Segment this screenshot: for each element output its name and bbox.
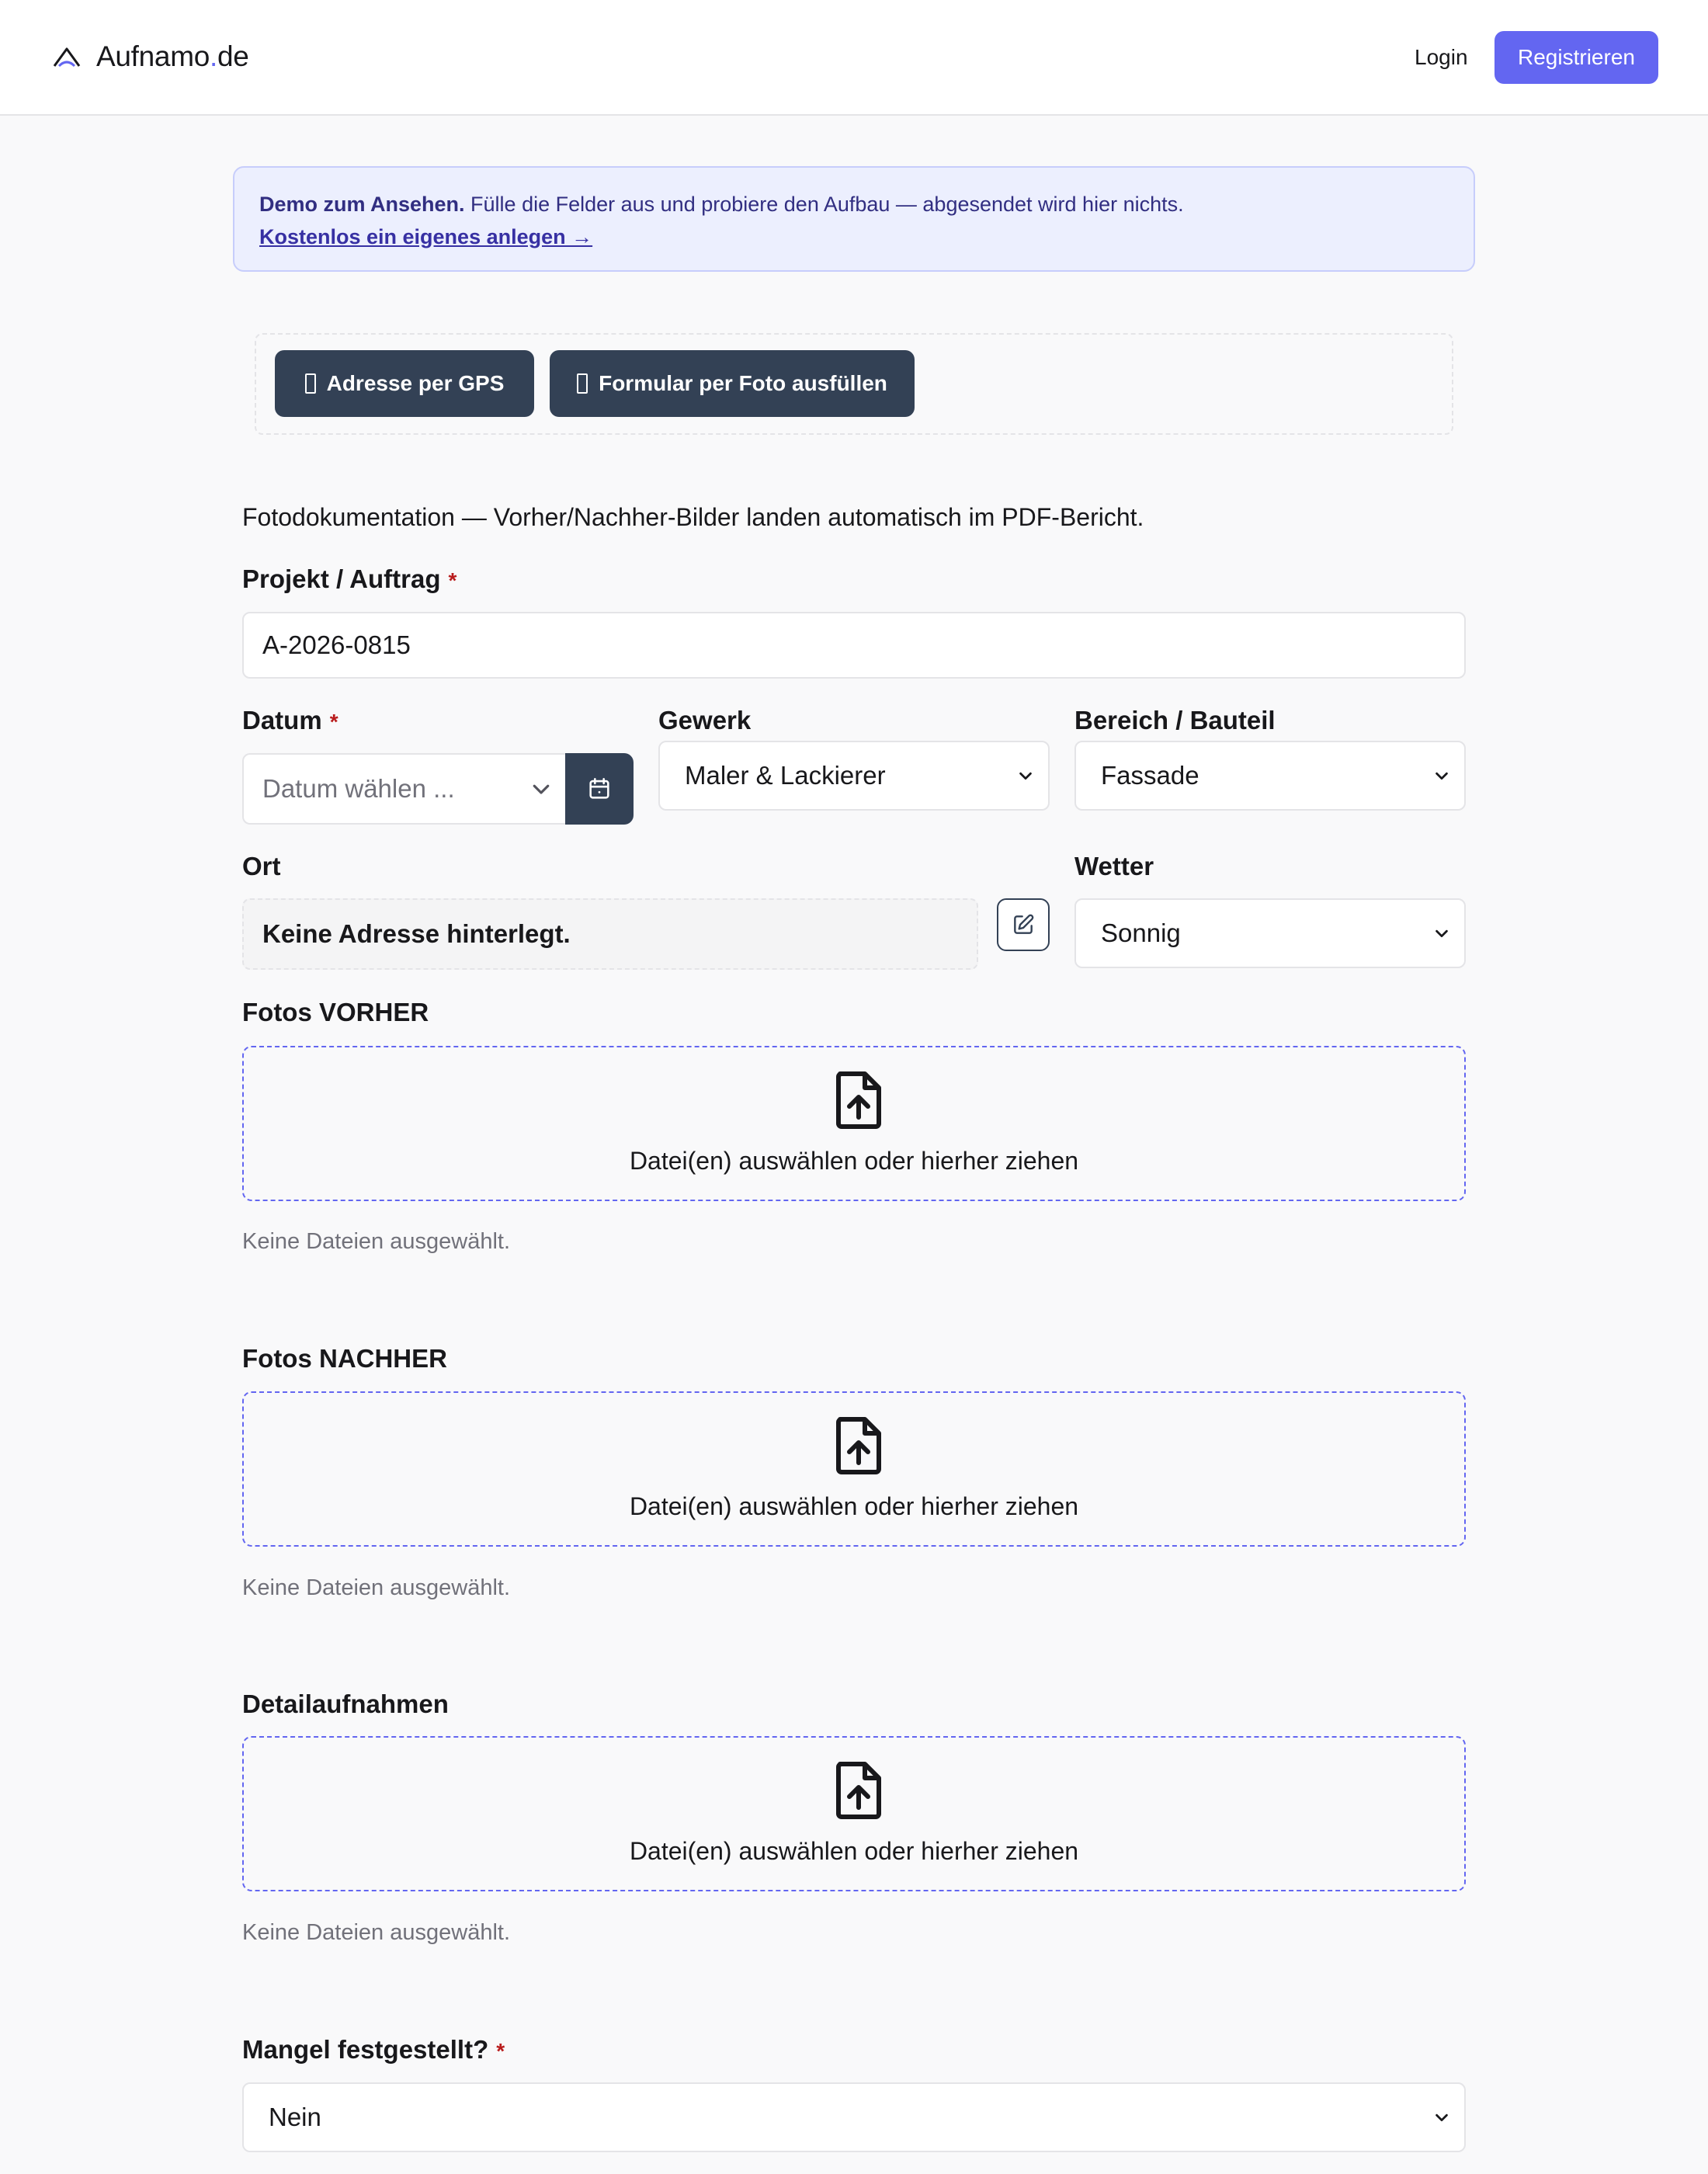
detailaufnahmen-label: Detailaufnahmen <box>242 1690 449 1718</box>
chevron-down-icon <box>1433 2109 1450 2126</box>
file-upload-icon <box>834 1761 884 1820</box>
fill-by-photo-button[interactable]: Formular per Foto ausfüllen <box>550 350 915 417</box>
mangel-label: Mangel festgestellt? * <box>242 2035 505 2064</box>
bereich-select[interactable]: Fassade <box>1074 741 1466 811</box>
create-own-link[interactable]: Kostenlos ein eigenes anlegen → <box>259 225 593 248</box>
fotos-vorher-label: Fotos VORHER <box>242 998 429 1026</box>
chevron-down-icon <box>1017 767 1034 784</box>
fotos-nachher-dropzone[interactable]: Datei(en) auswählen oder hierher ziehen <box>242 1391 1466 1547</box>
login-link[interactable]: Login <box>1415 45 1468 69</box>
top-header <box>0 0 1708 116</box>
gps-icon <box>305 373 316 394</box>
chevron-down-icon <box>1433 767 1450 784</box>
file-upload-icon <box>834 1416 884 1475</box>
bereich-label: Bereich / Bauteil <box>1074 706 1276 735</box>
ort-address-display: Keine Adresse hinterlegt. <box>242 898 978 970</box>
edit-icon <box>1011 912 1036 937</box>
form-intro: Fotodokumentation — Vorher/Nachher-Bilder landen automatisch im PDF-Bericht. <box>242 503 1144 531</box>
logo-icon <box>51 41 82 72</box>
projekt-label: Projekt / Auftrag * <box>242 564 457 593</box>
edit-address-button[interactable] <box>997 898 1050 951</box>
gewerk-label: Gewerk <box>658 706 752 735</box>
calendar-button[interactable] <box>565 753 634 825</box>
demo-banner-text: Demo zum Ansehen. Fülle die Felder aus und probiere den Aufbau — abgesendet wird hier nichts. <box>259 193 1184 216</box>
detailaufnahmen-dropzone[interactable]: Datei(en) auswählen oder hierher ziehen <box>242 1736 1466 1891</box>
chevron-down-icon <box>1433 925 1450 942</box>
gps-address-button[interactable]: Adresse per GPS <box>275 350 534 417</box>
demo-banner <box>233 166 1475 272</box>
file-upload-icon <box>834 1071 884 1130</box>
mangel-select[interactable]: Nein <box>242 2082 1466 2152</box>
fotos-vorher-status: Keine Dateien ausgewählt. <box>242 1229 511 1254</box>
brand[interactable] <box>51 37 249 76</box>
ort-label: Ort <box>242 852 281 880</box>
fotos-vorher-dropzone[interactable]: Datei(en) auswählen oder hierher ziehen <box>242 1046 1466 1201</box>
detailaufnahmen-status: Keine Dateien ausgewählt. <box>242 1920 511 1945</box>
gewerk-select[interactable]: Maler & Lackierer <box>658 741 1050 811</box>
datum-label: Datum * <box>242 706 338 735</box>
wetter-select[interactable]: Sonnig <box>1074 898 1466 968</box>
fotos-nachher-label: Fotos NACHHER <box>242 1344 447 1373</box>
fotos-nachher-status: Keine Dateien ausgewählt. <box>242 1575 511 1600</box>
wetter-label: Wetter <box>1074 852 1154 880</box>
projekt-input[interactable]: A-2026-0815 <box>242 612 1466 679</box>
brand-name: Aufnamo.de <box>96 40 249 72</box>
camera-icon <box>577 373 588 394</box>
calendar-icon <box>586 776 613 802</box>
register-button[interactable]: Registrieren <box>1494 31 1658 84</box>
chevron-down-icon <box>529 777 553 800</box>
datum-picker[interactable]: Datum wählen ... <box>242 753 567 825</box>
